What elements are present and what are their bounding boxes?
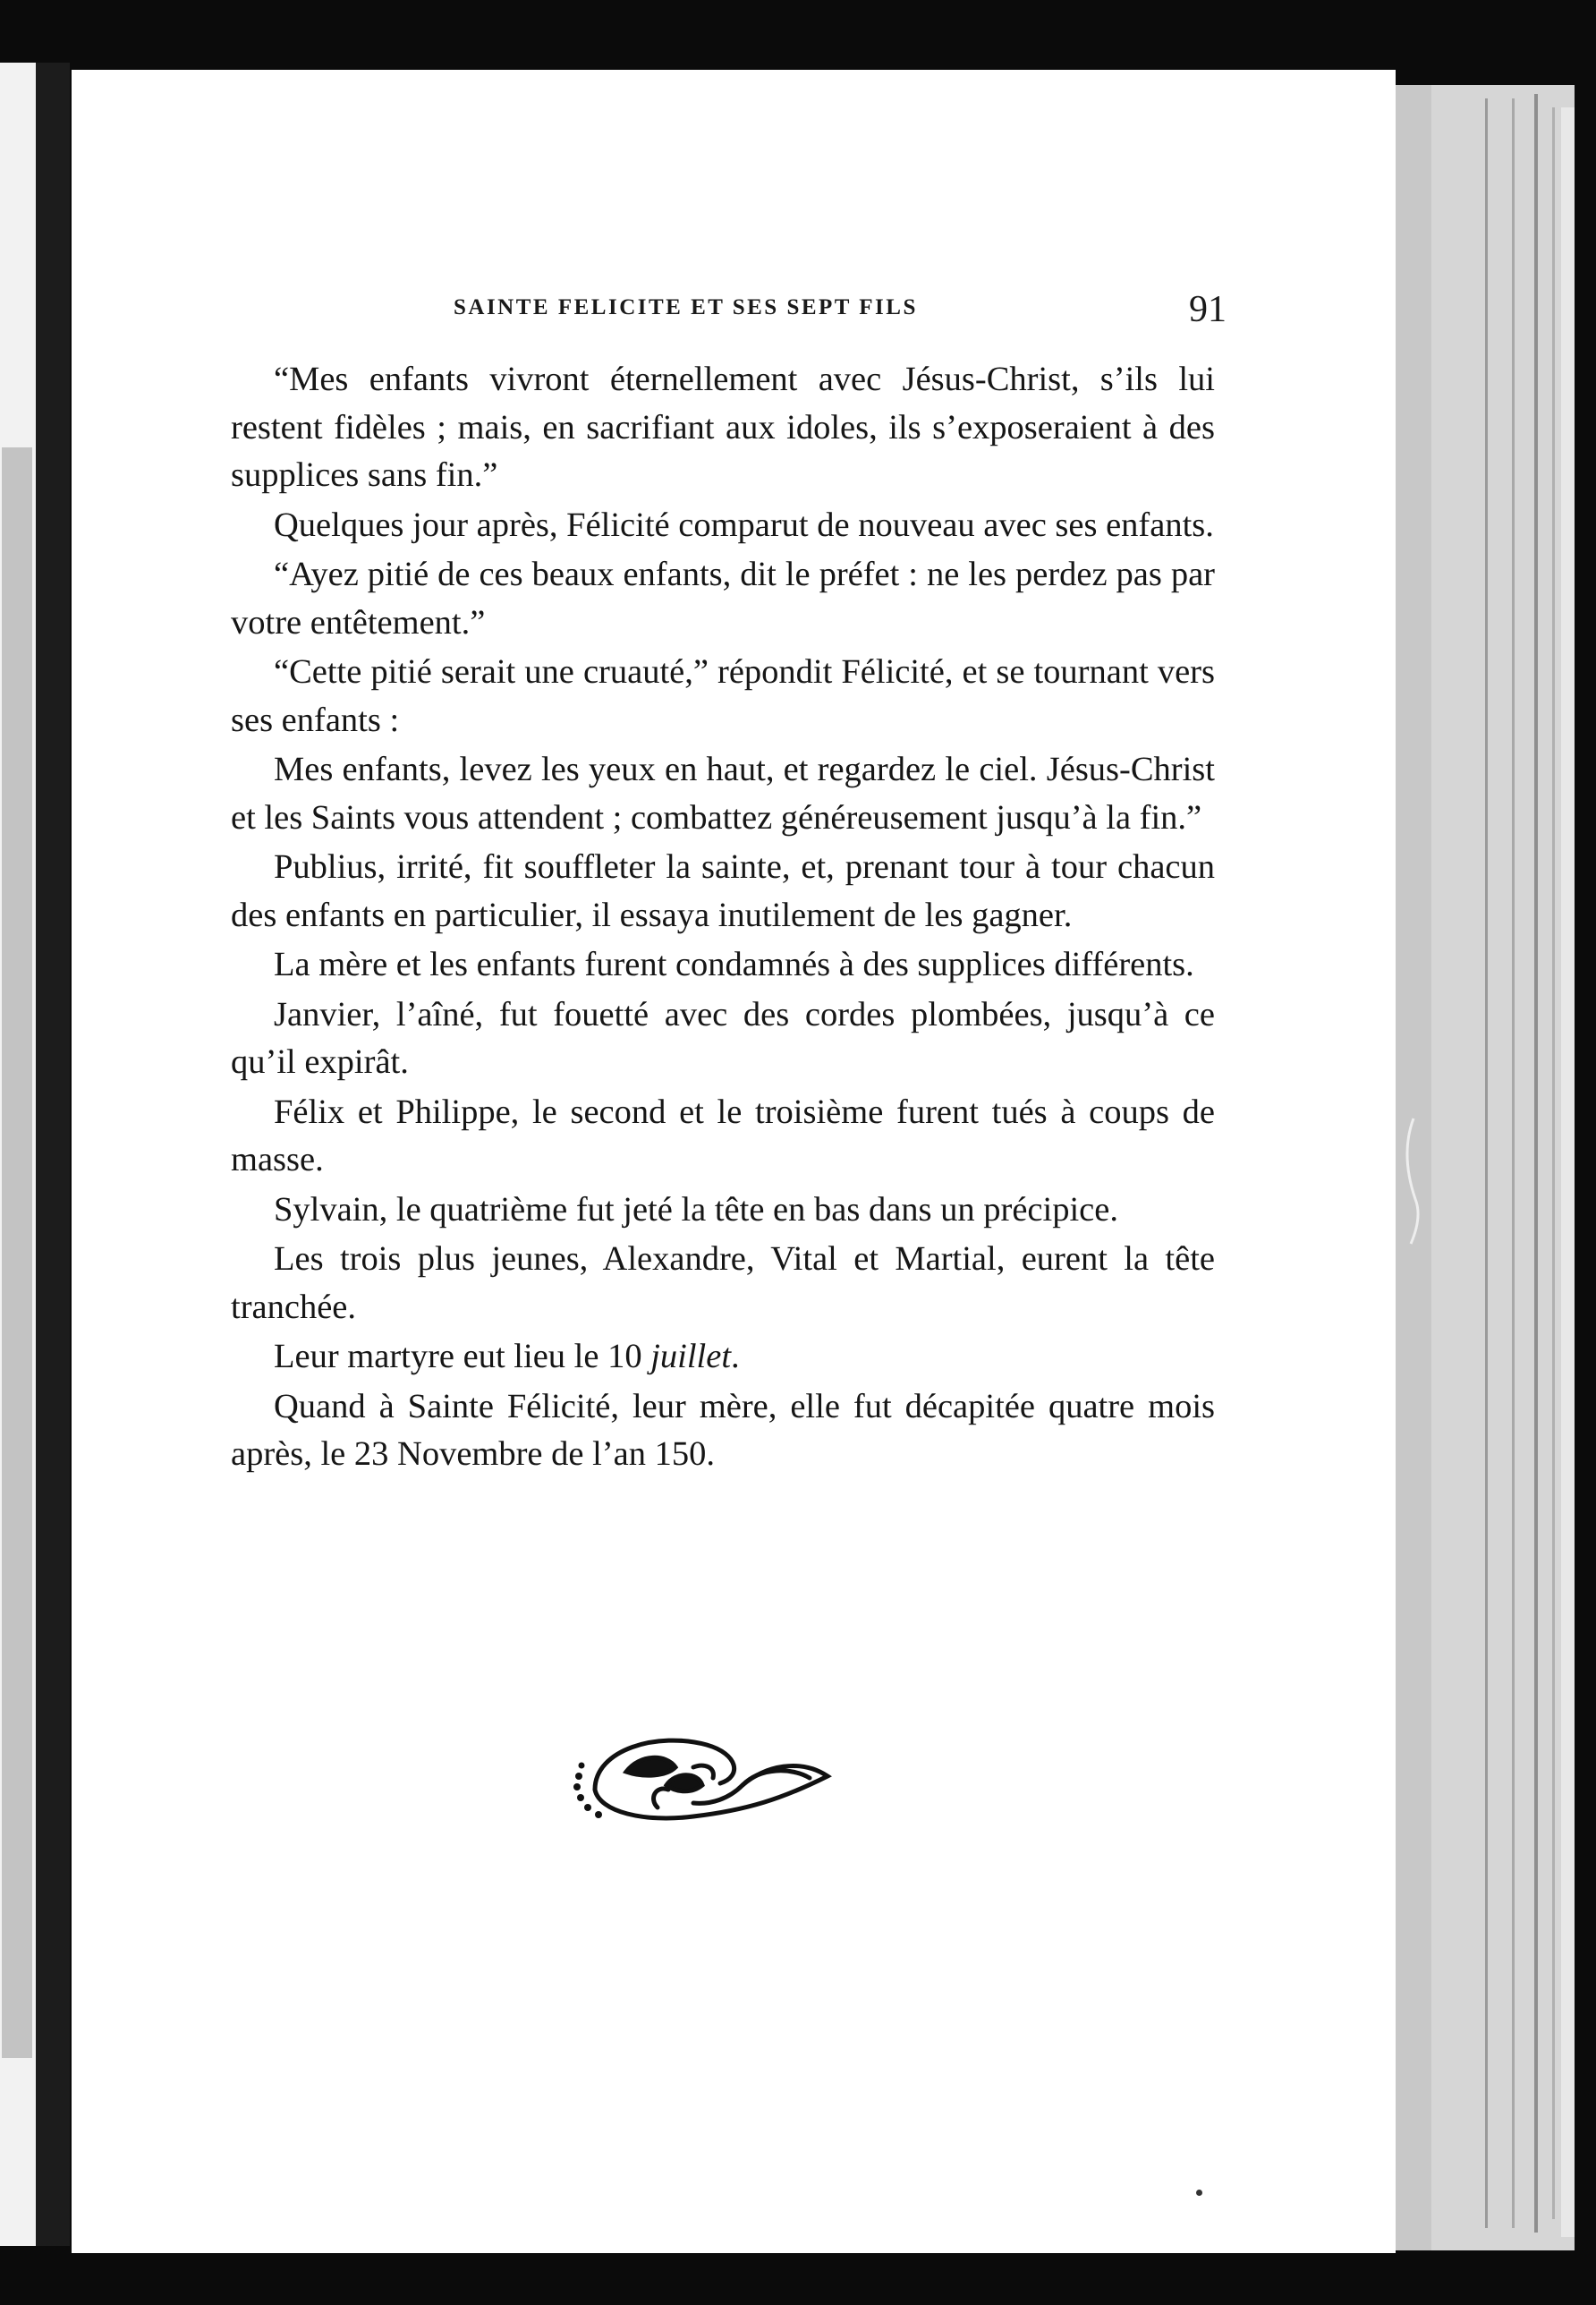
paragraph: Quand à Sainte Félicité, leur mère, elle fut décapitée quatre mois après, le 23 Novembre de l’an 150.	[231, 1387, 1215, 1473]
date-tail: .	[731, 1338, 740, 1375]
floral-tailpiece-icon	[559, 1722, 836, 1828]
date-lead: Leur martyre eut lieu le 10	[274, 1338, 651, 1375]
paragraph: Les trois plus jeunes, Alexandre, Vital et Martial, eurent la tête tranchée.	[231, 1240, 1215, 1326]
paragraph: Quelques jour après, Félicité comparut de nouveau avec ses enfants.	[274, 506, 1214, 544]
paragraph: “Ayez pitié de ces beaux enfants, dit le préfet : ne les perdez pas par votre entêtement.”	[231, 556, 1215, 642]
paragraph-date	[231, 1333, 1215, 1382]
scan-speck	[1196, 2190, 1202, 2196]
paragraph: Publius, irrité, fit souffleter la sainte, et, prenant tour à tour chacun des enfants en particulier, il essaya inutilement de les gagner.	[231, 848, 1215, 934]
running-title: SAINTE FELICITE ET SES SEPT FILS	[454, 295, 918, 319]
paragraph: La mère et les enfants furent condamnés à des supplices différents.	[274, 946, 1194, 983]
paragraph: “Cette pitié serait une cruauté,” répondit Félicité, et se tournant vers ses enfants :	[231, 653, 1215, 739]
paragraph: Janvier, l’aîné, fut fouetté avec des cordes plombées, jusqu’à ce qu’il expirât.	[231, 995, 1215, 1081]
paragraph: “Mes enfants vivront éternellement avec Jésus-Christ, s’ils lui restent fidèles ; mais, en sacrifiant aux idoles, ils s’exposeraient à des supplices sans fin.”	[231, 361, 1215, 494]
paragraph: Félix et Philippe, le second et le troisième furent tués à coups de masse.	[231, 1093, 1215, 1178]
page-edges-stack	[1396, 85, 1575, 2250]
paragraph: Mes enfants, levez les yeux en haut, et regardez le ciel. Jésus-Christ et les Saints vous attendent ; combattez généreusement jusqu’à la fin.”	[231, 751, 1215, 837]
page-number: 91	[1189, 289, 1227, 330]
body-text	[231, 356, 1215, 1481]
paragraph: Sylvain, le quatrième fut jeté la tête en bas dans un précipice.	[274, 1190, 1118, 1229]
left-binding-strip	[0, 63, 70, 2246]
date-italic: juillet	[650, 1338, 732, 1375]
